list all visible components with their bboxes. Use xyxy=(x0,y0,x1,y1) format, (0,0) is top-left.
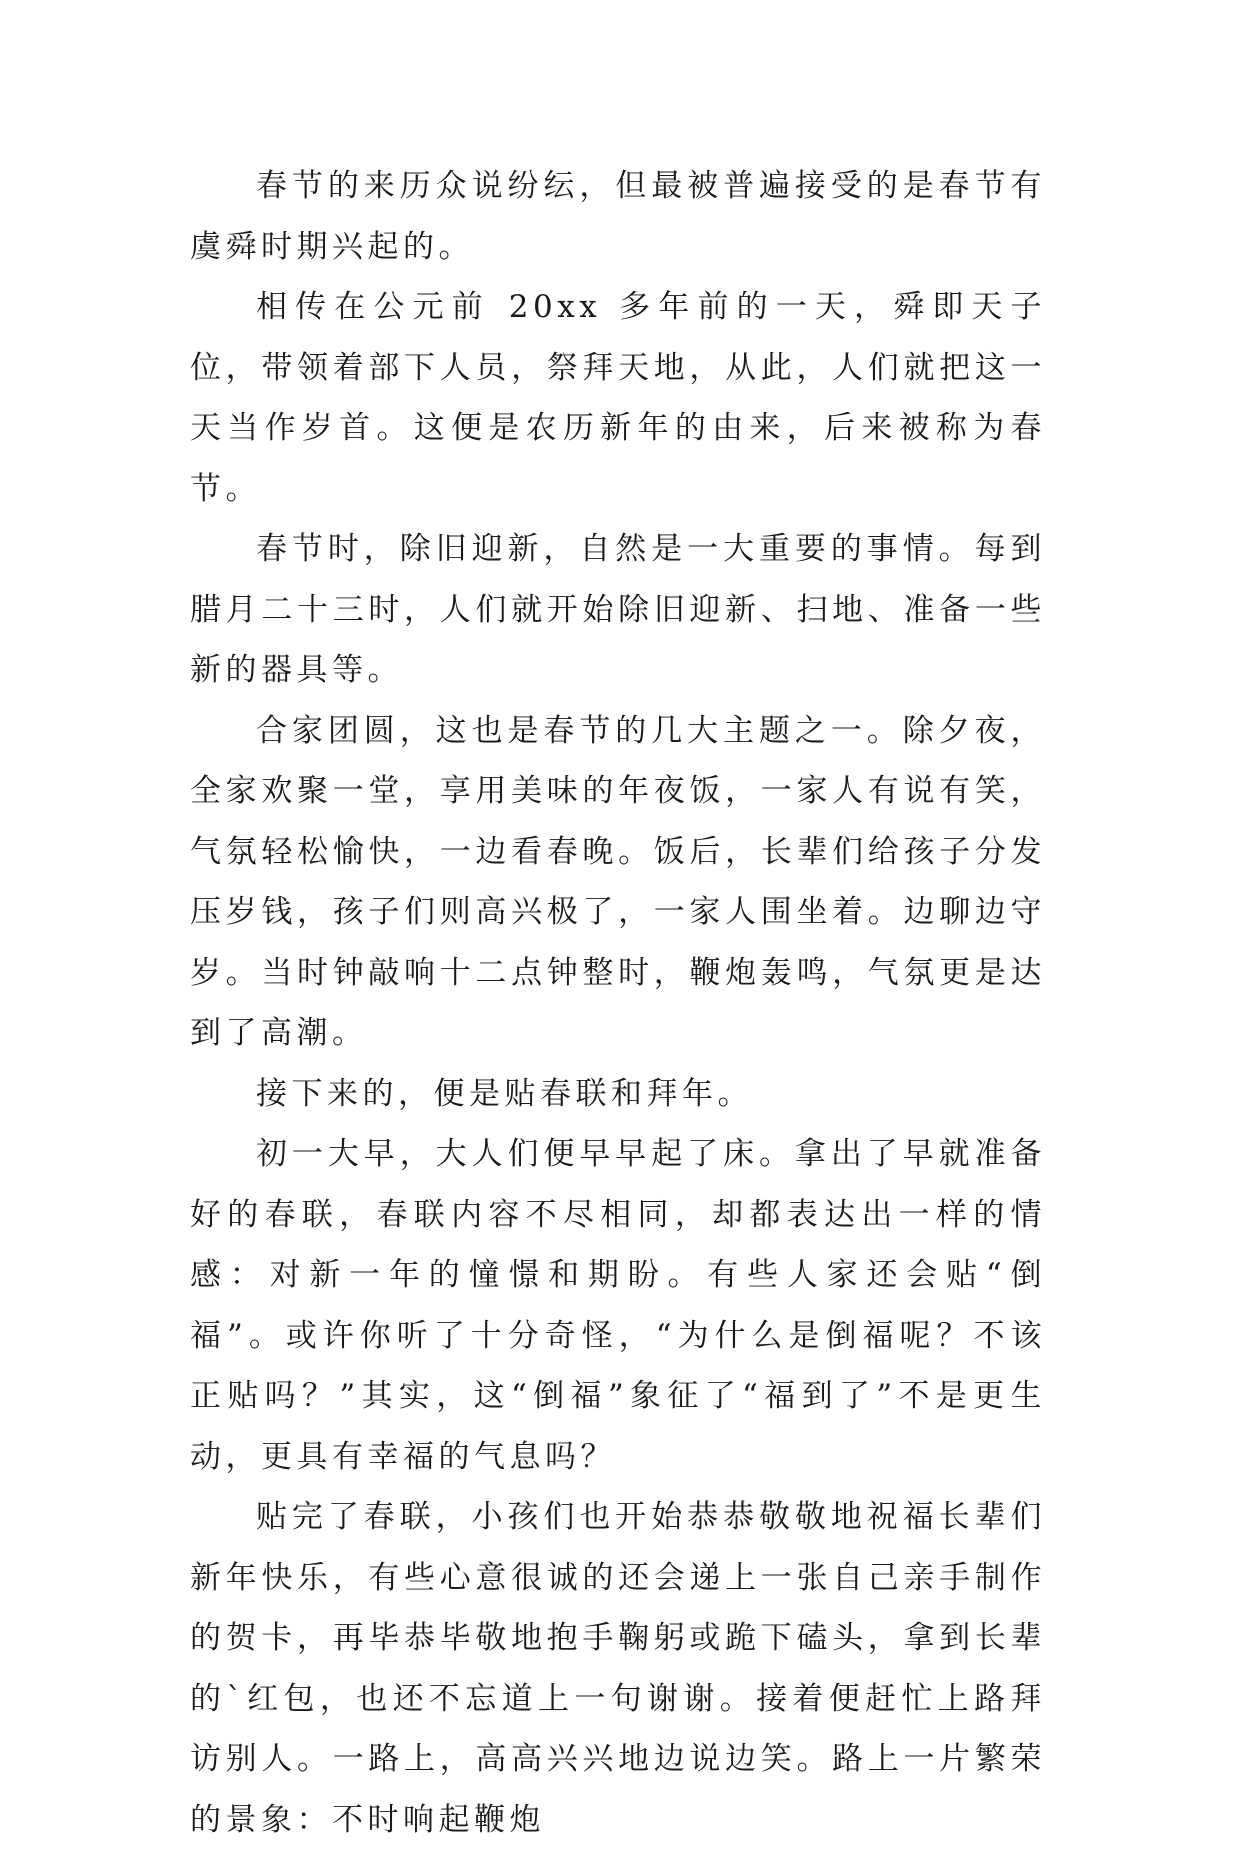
paragraph-couplets: 初一大早，大人们便早早起了床。拿出了早就准备好的春联，春联内容不尽相同，却都表达出一样的情感：对新一年的憧憬和期盼。有些人家还会贴“倒福”。或许你听了十分奇怪，“为什么是倒福呢？不该正贴吗？”其实，这“倒福”象征了“福到了”不是更生动，更具有幸福的气息吗？ xyxy=(190,1136,1046,1475)
paragraph-cleaning: 春节时，除旧迎新，自然是一大重要的事情。每到腊月二十三时，人们就开始除旧迎新、扫地、准备一些新的器具等。 xyxy=(190,531,1046,688)
body-text xyxy=(190,156,1046,1850)
paragraph-legend: 相传在公元前 20xx 多年前的一天，舜即天子位，带领着部下人员，祭拜天地，从此，人们就把这一天当作岁首。这便是农历新年的由来，后来被称为春节。 xyxy=(190,289,1046,507)
paragraph-transition: 接下来的，便是贴春联和拜年。 xyxy=(256,1075,753,1112)
paragraph-new-year-visits: 贴完了春联，小孩们也开始恭恭敬敬地祝福长辈们新年快乐，有些心意很诚的还会递上一张自己亲手制作的贺卡，再毕恭毕敬地抱手鞠躬或跪下磕头，拿到长辈的`红包，也还不忘道上一句谢谢。接着便赶忙上路拜访别人。一路上，高高兴兴地边说边笑。路上一片繁荣的景象：不时响起鞭炮 xyxy=(190,1499,1046,1838)
paragraph-origin: 春节的来历众说纷纭，但最被普遍接受的是春节有虞舜时期兴起的。 xyxy=(190,168,1046,265)
paragraph-reunion: 合家团圆，这也是春节的几大主题之一。除夕夜，全家欢聚一堂，享用美味的年夜饭，一家人有说有笑，气氛轻松愉快，一边看春晚。饭后，长辈们给孩子分发压岁钱，孩子们则高兴极了，一家人围坐着。边聊边守岁。当时钟敲响十二点钟整时，鞭炮轰鸣，气氛更是达到了高潮。 xyxy=(190,712,1046,1051)
